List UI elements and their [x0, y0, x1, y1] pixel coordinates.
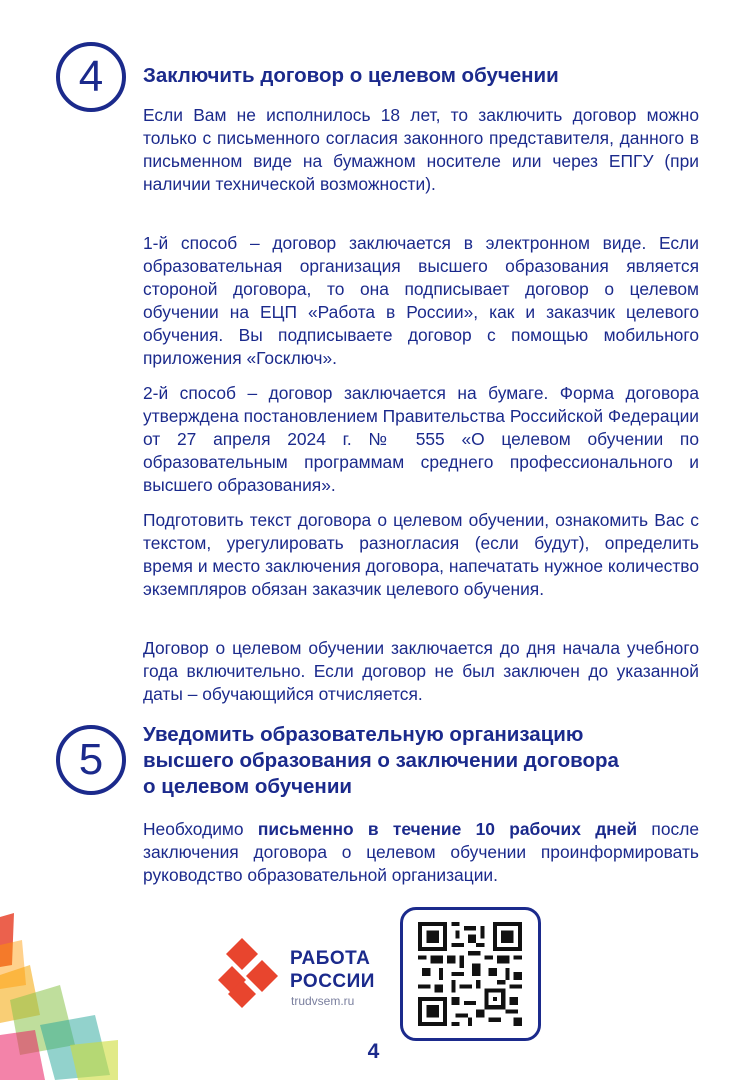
step-5-title-line: Уведомить образовательную организацию	[143, 723, 584, 746]
paragraph-electronic-method: 1-й способ – договор заключается в электронном виде. Если образовательная организация высшего образования является стороной договора, то она подписывает договор о целевом обучении на ЕЦП «Работа в России», как и заказчик целевого обучения. Вы подписываете договор с помощью мобильного приложения «Госключ».	[143, 233, 699, 368]
logo-text-line2: РОССИИ	[290, 971, 375, 992]
step-5-title-line: о целевом обучении	[143, 775, 353, 798]
paragraph-notify	[143, 818, 699, 887]
notify-emphasis: письменно в течение 10 рабочих дней	[257, 819, 638, 839]
notify-lead: Необходимо	[143, 819, 258, 839]
step-5-circle	[56, 725, 126, 795]
paragraph-paper-method: 2-й способ – договор заключается на бумаге. Форма договора утверждена постановлением Правительства Российской Федерации от 27 апреля 2024 г. № 555 «О целевом обучении по образовательным программам среднего профессионального и высшего образования».	[143, 383, 699, 495]
step-5-title	[143, 722, 619, 800]
qr-code-frame[interactable]	[400, 907, 541, 1041]
paragraph-underage-consent: Если Вам не исполнилось 18 лет, то заключить договор можно только с письменного согласия законного представителя, данного в письменном виде на бумажном носителе или через ЕПГУ (при наличии технической возможности).	[143, 105, 699, 194]
step-4-circle	[56, 42, 126, 112]
page-number: 4	[367, 1040, 380, 1063]
paragraph-deadline: Договор о целевом обучении заключается до дня начала учебного года включительно. Если договор не был заключен до указанной даты – обучающийся отчисляется.	[143, 638, 699, 704]
logo-mark-icon	[218, 936, 284, 1012]
step-5-title-line: высшего образования о заключении договора	[143, 749, 619, 772]
step-5-number: 5	[78, 735, 104, 784]
logo-text-line1: РАБОТА	[290, 948, 371, 969]
logo-site-url: trudvsem.ru	[291, 994, 355, 1008]
qr-code-icon	[418, 922, 522, 1026]
step-4-number: 4	[78, 52, 104, 101]
notify-tail: после заключения договора о целевом обучении проинформировать руководство образовательной организации.	[143, 819, 700, 885]
step-4-title: Заключить договор о целевом обучении	[143, 64, 559, 87]
paragraph-customer-duties: Подготовить текст договора о целевом обучении, ознакомить Вас с текстом, урегулировать разногласия (если будут), определить время и место заключения договора, напечатать нужное количество экземпляров обязан заказчик целевого обучения.	[143, 510, 699, 599]
rabota-rossii-logo[interactable]	[218, 936, 388, 1012]
